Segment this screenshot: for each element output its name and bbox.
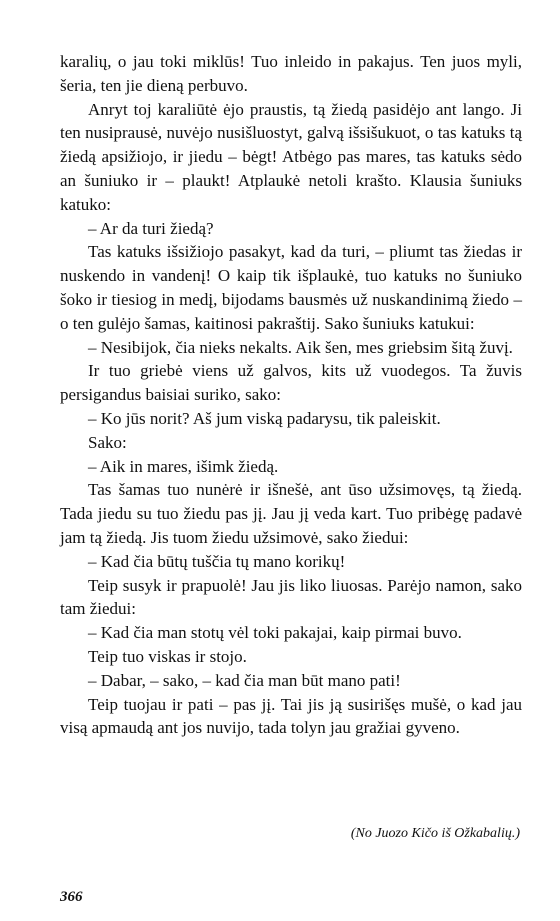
paragraph: – Dabar, – sako, – kad čia man būt mano pati!: [88, 670, 401, 690]
paragraph: – Ar da turi žiedą?: [88, 218, 214, 238]
paragraph: – Nesibijok, čia nieks nekalts. Aik šen, mes griebsim šitą žuvį.: [88, 337, 513, 357]
paragraph: Sako:: [88, 432, 127, 452]
paragraph: – Ko jūs norit? Aš jum viską padarysu, tik paleiskit.: [88, 408, 441, 428]
paragraph: Tas šamas tuo nunėrė ir išnešė, ant ūso užsimovęs, tą žiedą. Tada jiedu su tuo žiedu pas jį. Jau jį veda kart. Tuo pribėgę padavė jam tą žiedą. Jis tuom žiedu užsimovė, sako žiedui:: [60, 480, 522, 547]
paragraph: – Kad čia būtų tuščia tų mano korikų!: [88, 551, 346, 571]
paragraph: – Aik in mares, išimk žiedą.: [88, 456, 279, 476]
story-text: [60, 50, 522, 740]
paragraph: – Kad čia man stotų vėl toki pakajai, kaip pirmai buvo.: [88, 623, 462, 643]
source-note: (No Juozo Kičo iš Ožkabalių.): [350, 826, 520, 841]
paragraph: karalių, o jau toki miklūs! Tuo inleido in pakajus. Ten juos myli, šeria, ten jie dieną perbuvo.: [60, 52, 522, 95]
paragraph: Teip susyk ir prapuolė! Jau jis liko liuosas. Parėjo namon, sako tam žiedui:: [60, 575, 522, 619]
paragraph: Teip tuojau ir pati – pas jį. Tai jis ją susirišęs mušė, o kad jau visą apmaudą ant jos nuvijo, tada tolyn jau gražiai gyveno.: [60, 694, 522, 738]
paragraph: Teip tuo viskas ir stojo.: [88, 646, 247, 666]
paragraph: Anryt toj karaliūtė ėjo praustis, tą žiedą pasidėjo ant lango. Ji ten nusiprausė, nuvėjo nusišluostyt, galvą išsišukuot, o tas katuks tą žiedą apsižiojo, ir jiedu – bėgt! Atbėgo pas mares, tas katuks sėdo an šuniuko ir – plaukt! Atplaukė netoli krašto. Klausia šuniuks katuko:: [60, 99, 522, 214]
paragraph: Ir tuo griebė viens už galvos, kits už vuodegos. Ta žuvis persigandus baisiai suriko, sako:: [60, 361, 522, 405]
paragraph: Tas katuks išsižiojo pasakyt, kad da turi, – pliumt tas žiedas ir nuskendo in vandenį! O kaip tik išplaukė, tuo katuks no šuniuko šoko ir tiesiog in medį, bijodams bausmės už nuskandinimą žiedo – o ten gulėjo šamas, kaitinosi pakraštij. Sako šuniuks katukui:: [60, 242, 522, 333]
page-number: 366: [60, 889, 83, 905]
